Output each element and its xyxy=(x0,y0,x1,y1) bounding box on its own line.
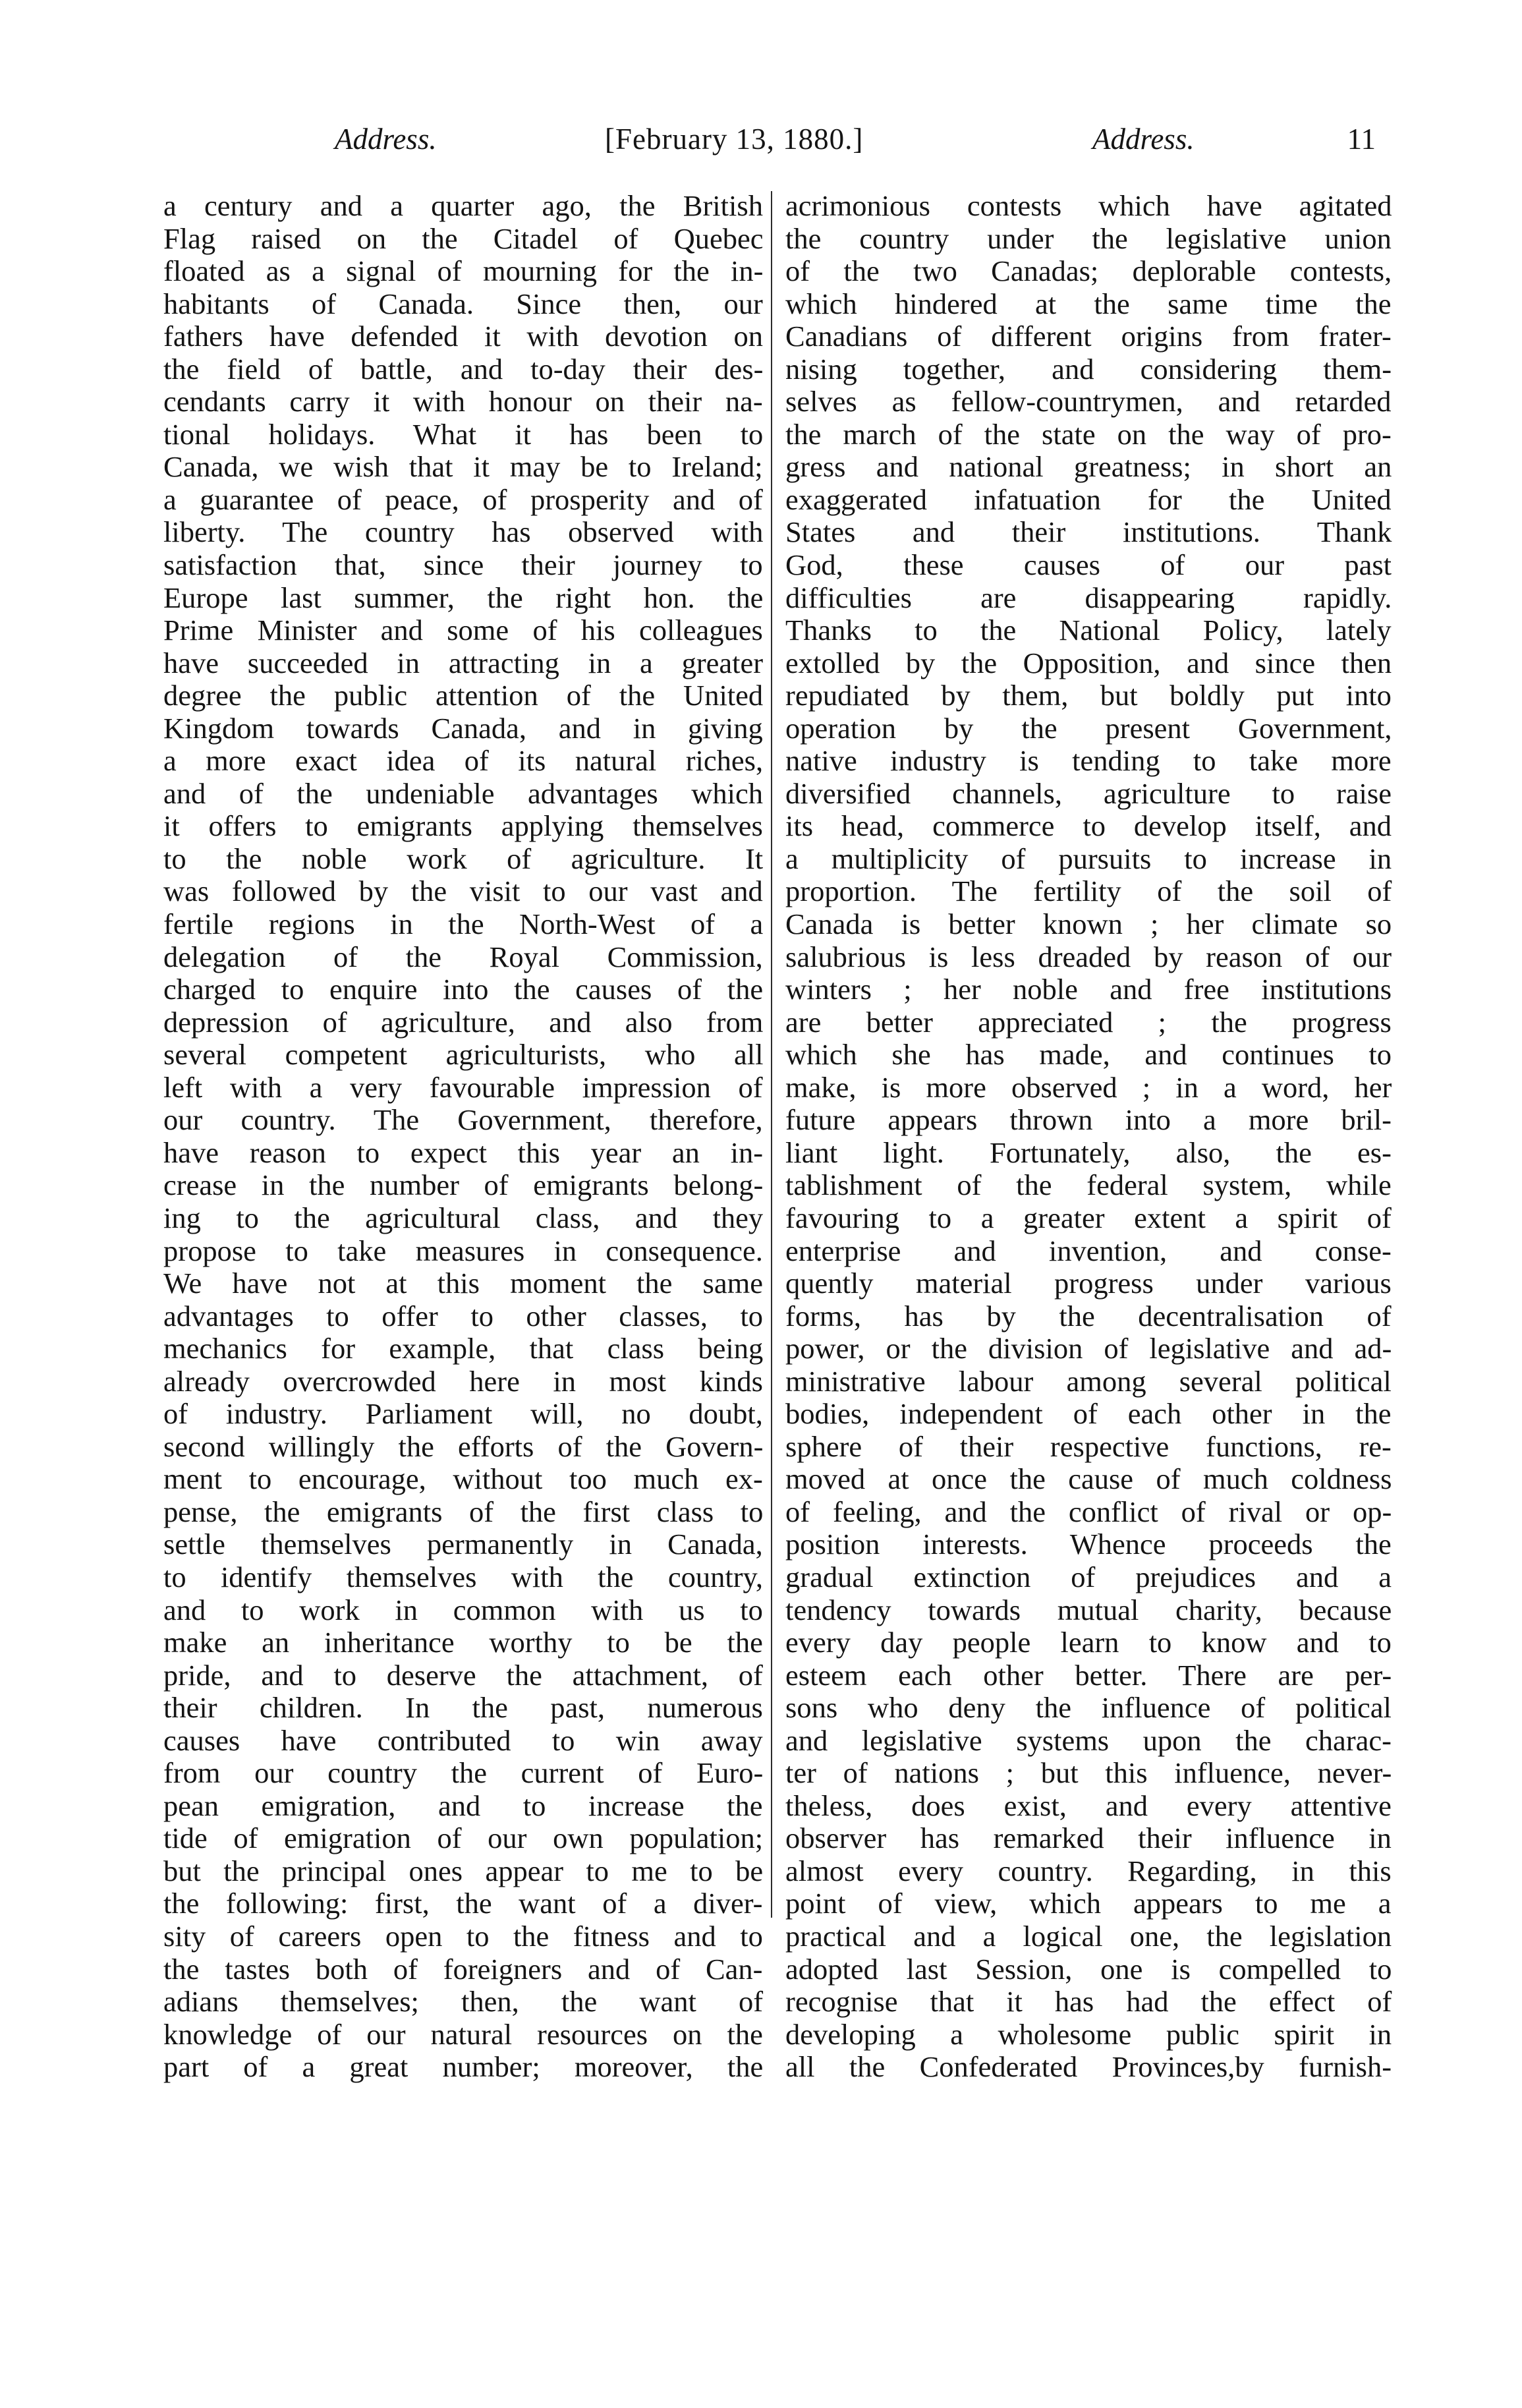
text-line: all the Confederated Provinces,by furnish- xyxy=(785,2050,1392,2084)
text-line: winters ; her noble and free institutions xyxy=(785,973,1392,1006)
text-line: difficulties are disappearing rapidly. xyxy=(785,581,1392,614)
text-line: States and their institutions. Thank xyxy=(785,515,1392,549)
text-line: our country. The Government, therefore, xyxy=(163,1103,763,1137)
text-line: exaggerated infatuation for the United xyxy=(785,482,1392,516)
text-line: and to work in common with us to xyxy=(163,1593,763,1626)
text-line: Prime Minister and some of his colleagues xyxy=(163,614,763,647)
text-line: several competent agriculturists, who all xyxy=(163,1038,764,1072)
text-line: tional holidays. What it has been to xyxy=(163,417,764,451)
text-line: charged to enquire into the causes of the xyxy=(163,973,764,1006)
text-line: Canada is better known ; her climate so xyxy=(785,907,1392,941)
text-line: liberty. The country has observed with xyxy=(163,515,764,549)
text-line: of industry. Parliament will, no doubt, xyxy=(163,1397,763,1431)
text-line: every day people learn to know and to xyxy=(785,1626,1392,1659)
text-line: the country under the legislative union xyxy=(785,221,1392,255)
text-line: and of the undeniable advantages which xyxy=(163,776,763,810)
text-line: fertile regions in the North-West of a xyxy=(163,907,764,941)
text-line: recognise that it has had the effect of xyxy=(785,1985,1392,2019)
text-line: diversified channels, agriculture to raise xyxy=(785,776,1392,810)
text-line: the following: first, the want of a diver- xyxy=(163,1887,763,1920)
text-line: sphere of their respective functions, re- xyxy=(785,1429,1392,1463)
text-line: pean emigration, and to increase the xyxy=(163,1789,763,1822)
text-line: repudiated by them, but boldly put into xyxy=(785,679,1392,712)
text-line: sons who deny the influence of political xyxy=(785,1691,1392,1725)
text-line: bodies, independent of each other in the xyxy=(785,1397,1392,1431)
text-line: cendants carry it with honour on their na- xyxy=(163,385,763,418)
text-line: habitants of Canada. Since then, our xyxy=(163,287,763,320)
text-line: left with a very favourable impression of xyxy=(163,1070,763,1104)
text-line: practical and a logical one, the legislation xyxy=(785,1919,1392,1953)
text-line: depression of agriculture, and also from xyxy=(163,1005,764,1039)
text-line: degree the public attention of the United xyxy=(163,679,764,712)
text-line: it offers to emigrants applying themselves xyxy=(163,809,763,843)
text-line: a century and a quarter ago, the British xyxy=(163,189,763,222)
text-line: to identify themselves with the country, xyxy=(163,1560,764,1593)
text-line: the march of the state on the way of pro- xyxy=(785,417,1392,451)
text-line: second willingly the efforts of the Govern- xyxy=(163,1429,764,1463)
text-line: developing a wholesome public spirit in xyxy=(785,2017,1392,2051)
text-line: their children. In the past, numerous xyxy=(163,1691,763,1725)
text-line: observer has remarked their influence in xyxy=(785,1821,1392,1855)
text-line: Kingdom towards Canada, and in giving xyxy=(163,711,763,745)
text-line: and legislative systems upon the charac- xyxy=(785,1723,1392,1757)
text-line: point of view, which appears to me a xyxy=(785,1887,1392,1920)
text-line: advantages to offer to other classes, to xyxy=(163,1299,764,1333)
text-line: was followed by the visit to our vast and xyxy=(163,874,763,908)
text-line: delegation of the Royal Commission, xyxy=(163,940,763,973)
text-line: quently material progress under various xyxy=(785,1267,1392,1300)
text-line: gradual extinction of prejudices and a xyxy=(785,1560,1392,1593)
text-line: native industry is tending to take more xyxy=(785,744,1392,778)
text-line: a guarantee of peace, of prosperity and of xyxy=(163,482,763,516)
text-line: pride, and to deserve the attachment, of xyxy=(163,1658,763,1692)
text-line: power, or the division of legislative and ad- xyxy=(785,1332,1392,1365)
text-line: the field of battle, and to-day their des- xyxy=(163,352,764,386)
text-line: fathers have defended it with devotion on xyxy=(163,320,763,353)
text-line: its head, commerce to develop itself, and xyxy=(785,809,1392,843)
text-line: gress and national greatness; in short an xyxy=(785,450,1392,484)
text-line: already overcrowded here in most kinds xyxy=(163,1364,763,1398)
text-line: of feeling, and the conflict of rival or op- xyxy=(785,1495,1392,1528)
text-line: have reason to expect this year an in- xyxy=(163,1135,764,1169)
text-line: extolled by the Opposition, and since then xyxy=(785,646,1392,679)
text-line: Canadians of different origins from frater- xyxy=(785,320,1392,353)
text-line: mechanics for example, that class being xyxy=(163,1332,764,1365)
text-line: to the noble work of agriculture. It xyxy=(163,842,764,875)
text-line: position interests. Whence proceeds the xyxy=(785,1528,1392,1561)
text-line: make, is more observed ; in a word, her xyxy=(785,1070,1392,1104)
text-line: tendency towards mutual charity, because xyxy=(785,1593,1392,1626)
text-line: Flag raised on the Citadel of Quebec xyxy=(163,221,764,255)
text-line: liant light. Fortunately, also, the es- xyxy=(785,1135,1392,1169)
text-line: future appears thrown into a more bril- xyxy=(785,1103,1392,1137)
header-date: [February 13, 1880.] xyxy=(605,123,864,156)
text-line: ministrative labour among several political xyxy=(785,1364,1392,1398)
right-text-column xyxy=(785,190,1392,2084)
text-line: but the principal ones appear to me to be xyxy=(163,1854,764,1887)
text-line: Thanks to the National Policy, lately xyxy=(785,614,1392,647)
text-line: ter of nations ; but this influence, never- xyxy=(785,1756,1392,1790)
text-line: which she has made, and continues to xyxy=(785,1038,1392,1072)
text-line: proportion. The fertility of the soil of xyxy=(785,874,1392,908)
text-line: theless, does exist, and every attentive xyxy=(785,1789,1392,1822)
text-line: God, these causes of our past xyxy=(785,548,1392,582)
text-line: the tastes both of foreigners and of Can- xyxy=(163,1952,763,1986)
text-line: are better appreciated ; the progress xyxy=(785,1005,1392,1039)
text-line: ment to encourage, without too much ex- xyxy=(163,1462,763,1496)
text-line: tide of emigration of our own population; xyxy=(163,1821,764,1855)
text-line: make an inheritance worthy to be the xyxy=(163,1626,763,1659)
text-line: almost every country. Regarding, in this xyxy=(785,1854,1392,1887)
text-line: tablishment of the federal system, while xyxy=(785,1168,1392,1202)
text-line: knowledge of our natural resources on the xyxy=(163,2017,763,2051)
text-line: operation by the present Government, xyxy=(785,711,1392,745)
text-line: pense, the emigrants of the first class to xyxy=(163,1495,764,1528)
text-line: esteem each other better. There are per- xyxy=(785,1658,1392,1692)
text-line: satisfaction that, since their journey to xyxy=(163,548,763,582)
text-line: ing to the agricultural class, and they xyxy=(163,1201,764,1234)
text-line: salubrious is less dreaded by reason of our xyxy=(785,940,1392,973)
text-line: settle themselves permanently in Canada, xyxy=(163,1528,763,1561)
text-line: We have not at this moment the same xyxy=(163,1267,763,1300)
text-line: selves as fellow-countrymen, and retarded xyxy=(785,385,1392,418)
text-line: from our country the current of Euro- xyxy=(163,1756,764,1790)
running-header xyxy=(335,116,1376,162)
text-line: moved at once the cause of much coldness xyxy=(785,1462,1392,1496)
column-divider-rule xyxy=(771,191,772,1918)
text-line: of the two Canadas; deplorable contests, xyxy=(785,254,1392,288)
header-section-right: Address. xyxy=(1092,123,1195,156)
text-line: propose to take measures in consequence. xyxy=(163,1234,763,1267)
text-line: Canada, we wish that it may be to Ireland; xyxy=(163,450,763,484)
text-line: nising together, and considering them- xyxy=(785,352,1392,386)
text-line: a multiplicity of pursuits to increase in xyxy=(785,842,1392,875)
text-line: floated as a signal of mourning for the in- xyxy=(163,254,764,288)
text-line: a more exact idea of its natural riches, xyxy=(163,744,764,778)
text-line: acrimonious contests which have agitated xyxy=(785,189,1392,222)
text-line: crease in the number of emigrants belong- xyxy=(163,1168,764,1202)
text-line: causes have contributed to win away xyxy=(163,1723,763,1757)
text-line: part of a great number; moreover, the xyxy=(163,2050,764,2084)
text-line: which hindered at the same time the xyxy=(785,287,1392,320)
text-line: favouring to a greater extent a spirit of xyxy=(785,1201,1392,1234)
text-line: enterprise and invention, and conse- xyxy=(785,1234,1392,1267)
text-line: adians themselves; then, the want of xyxy=(163,1985,764,2019)
left-text-column xyxy=(163,190,763,2084)
text-line: Europe last summer, the right hon. the xyxy=(163,581,764,614)
text-line: adopted last Session, one is compelled to xyxy=(785,1952,1392,1986)
text-line: sity of careers open to the fitness and to xyxy=(163,1919,763,1953)
text-line: have succeeded in attracting in a greater xyxy=(163,646,764,679)
text-line: forms, has by the decentralisation of xyxy=(785,1299,1392,1333)
page-number: 11 xyxy=(1347,123,1376,156)
header-section-left: Address. xyxy=(335,123,437,156)
